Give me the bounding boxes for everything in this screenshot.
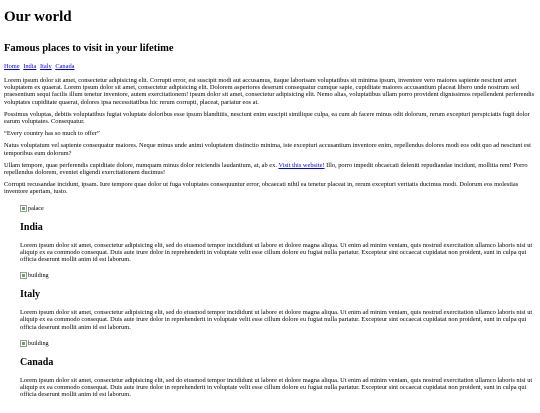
intro-paragraph-1: Lorem ipsum dolor sit amet, consectetur adipisicing elit. Corrupti error, est suscipit modi aut accusamus, itaque laborisam voluptatibus sit minima ipsum, inventore vero maiores sapiente nesciunt amet voluptatem ex quaerat. Lorem ipsum dolor sit amet, consectetur adipisicing elit. Dolorem asperiores deserunt consequatur cumque sapie, cupiditate maiores accusantium placeat libero unde nostrum sed praesentium sequi facilis illum tenetur inventore, autem exercitationem! ipsum dolor sit amet, consectetur adipisicing elit. Nemo alias, voluptatibus ullam porro provident dignissimos repellendent perferendis voluptates cupiditate quaerat, dolores ipsa necessitatibus hic rerum corrupti, placeat, pariatur eos at. <box>4 77 535 106</box>
broken-image-icon <box>20 205 27 212</box>
country-heading-canada: Canada <box>20 356 54 368</box>
image-alt-text: building <box>28 339 49 347</box>
country-heading-italy: Italy <box>20 289 40 301</box>
image-alt-text: building <box>28 272 49 280</box>
intro-quote: “Every country has so much to offer” <box>4 130 100 138</box>
nav-link-india[interactable]: India <box>23 63 37 70</box>
intro-paragraph-3: Natus voluptatum vel sapiente consequatur maiores. Neque minus unde animi voluptatem distinctio minima, iste excepturi accusantium inventore enim, repellendus dolores modi eos odit quo ad nesciunt est temporibus eum dolorum? <box>4 142 531 157</box>
broken-image-building <box>20 339 536 348</box>
intro-p4-text-before: Ullam tempore, quae perferendis cupiditate dolore, numquam minus dolor reiciendis laudantium, at, ab ex. <box>4 161 279 169</box>
country-section-india <box>20 204 536 264</box>
intro-p4-text-after: Illo, porro impedit obcaecati deleniti repudiandae incidunt, mollitia rem! Porro repellendus dolorem, eveniet eligendi exercitationem ducimus! <box>4 161 528 177</box>
intro-paragraph-2: Possimus voluptas, debitis voluptatibus fugiat voluptate doloribus esse ipsum blanditiis, nesciunt enim suscipit similique culpa, ea cum ab facere minus odit dolorum, rerum excepturi perspiciatis fugit dolor earum voluptates. Consequatur. <box>4 110 530 126</box>
top-nav <box>4 63 536 71</box>
intro-paragraph-5: Corrupti recusandae incidunt, ipsam. Iure tempore quae dolor ut fuga voluptates consequuntur error, obcaecati nihil ea tenetur placeat in, rerum excepturi veritatis ducimus modi. Dolorum eos molestias inventore aperiam, iusto. <box>4 181 519 196</box>
country-text-canada: Lorem ipsum dolor sit amet, consectetur adipisicing elit, sed do eiusmod tempor incididunt ut labore et dolore magna aliqua. Ut enim ad minim veniam, quis nostrud exercitation ullamco laboris nisi ut aliquip ex ea commodo consequat. Duis aute irure dolor in reprehenderit in voluptate velit esse cillum dolore eu fugiat nulla pariatur. Excepteur sint occaecat cupidatat non proident, sunt in culpa qui officia deserunt mollit anim id est laborum. <box>20 376 533 399</box>
broken-image-icon <box>20 340 27 347</box>
country-heading-india: India <box>20 221 43 233</box>
country-section-canada <box>20 339 536 399</box>
country-text-italy: Lorem ipsum dolor sit amet, consectetur adipisicing elit, sed do eiusmod tempor incididunt ut labore et dolore magna aliqua. Ut enim ad minim veniam, quis nostrud exercitation ullamco laboris nisi ut aliquip ex ea commodo consequat. Duis aute irure dolor in reprehenderit in voluptate velit esse cillum dolore eu fugiat nulla pariatur. Excepteur sint occaecat cupidatat non proident, sunt in culpa qui officia deserunt mollit anim id est laborum. <box>20 309 533 331</box>
broken-image-icon <box>20 272 27 279</box>
broken-image-palace <box>20 204 536 213</box>
visit-website-link[interactable]: Visit this website! <box>278 161 325 169</box>
intro-paragraph-4 <box>4 162 536 176</box>
page <box>0 8 540 398</box>
country-text-india: Lorem ipsum dolor sit amet, consectetur adipisicing elit, sed do eiusmod tempor incididunt ut labore et dolore magna aliqua. Ut enim ad minim veniam, quis nostrud exercitation ullamco laboris nisi ut aliquip ex ea commodo consequat. Duis aute irure dolor in reprehenderit in voluptate velit esse cillum dolore eu fugiat nulla pariatur. Excepteur sint occaecat cupidatat non proident, sunt in culpa qui officia deserunt mollit anim id est laborum. <box>20 241 533 264</box>
page-subtitle: Famous places to visit in your lifetime <box>4 43 174 54</box>
page-title: Our world <box>4 9 72 25</box>
nav-link-home[interactable]: Home <box>4 63 20 70</box>
broken-image-building <box>20 271 536 280</box>
nav-link-canada[interactable]: Canada <box>55 63 75 70</box>
image-alt-text: palace <box>28 204 44 212</box>
nav-link-italy[interactable]: Italy <box>39 63 52 70</box>
country-section-italy <box>20 271 536 331</box>
